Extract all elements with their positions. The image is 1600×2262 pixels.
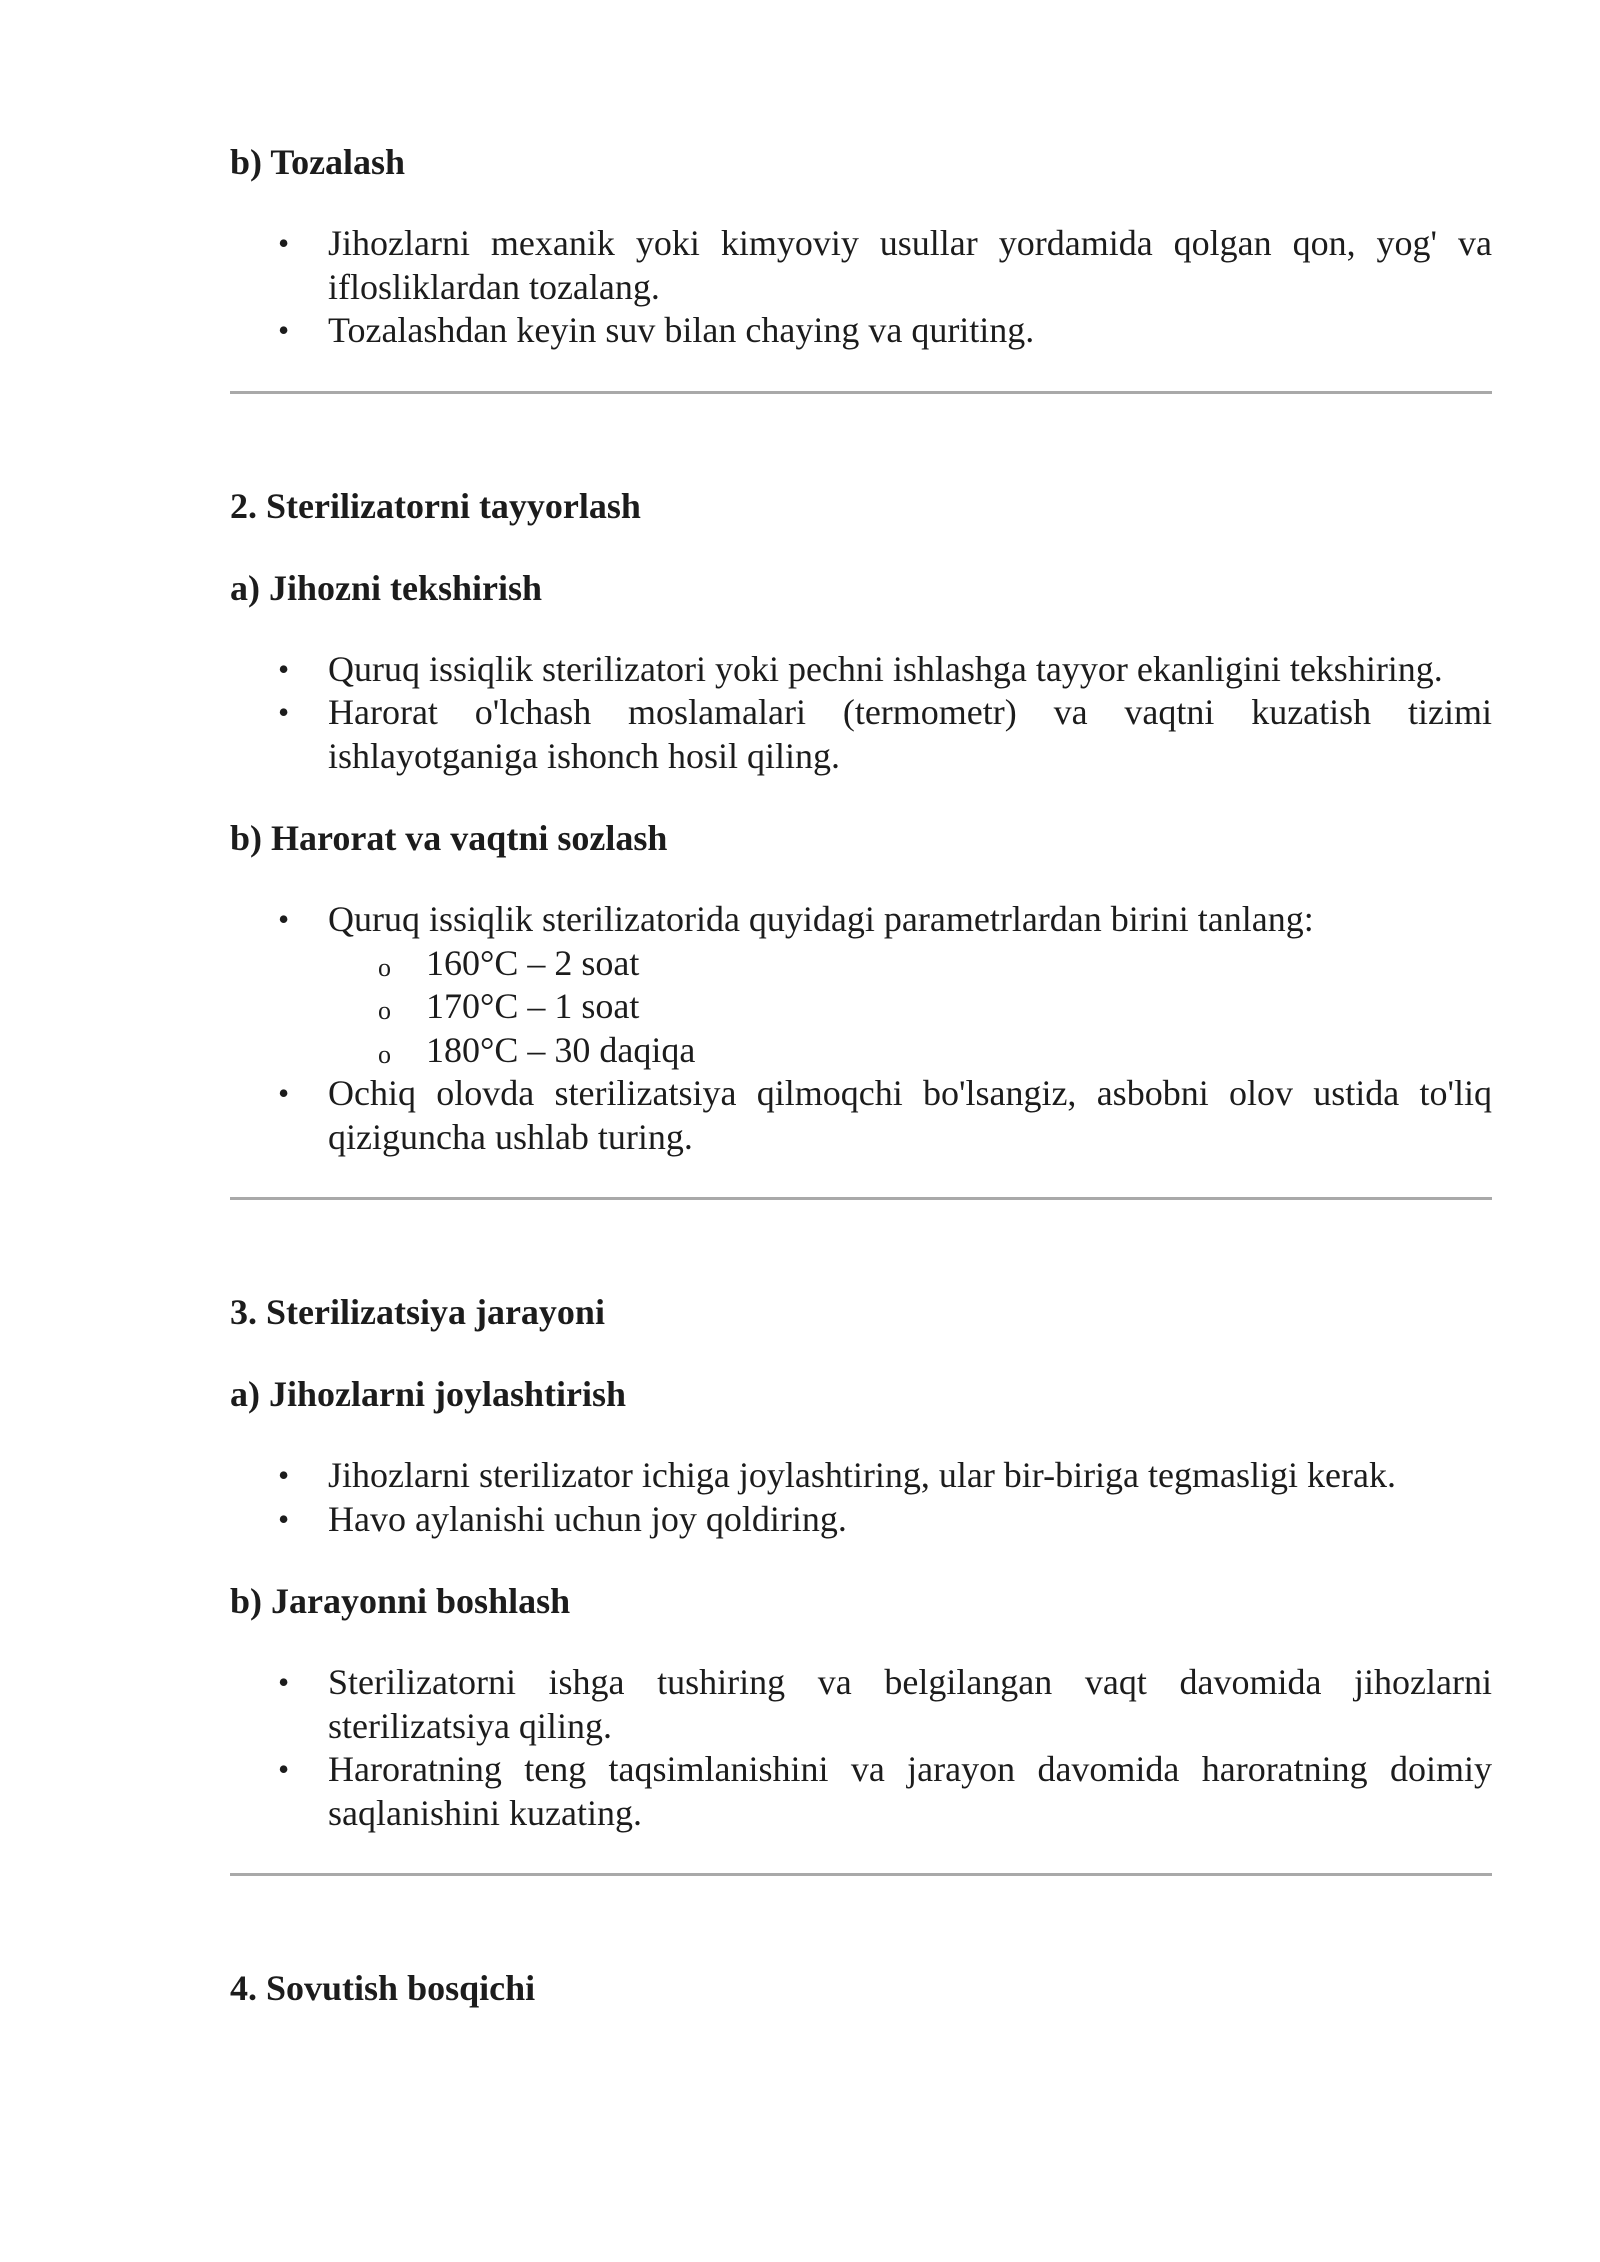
bullet-list-jihozni-tekshirish (230, 648, 1492, 779)
list-item-text: Quruq issiqlik sterilizatorida quyidagi parametrlardan birini tanlang: (328, 899, 1314, 939)
list-item: • Jihozlarni mexanik yoki kimyoviy usullar yordamida qolgan qon, yog' va iflosliklаrdan tozalang. (328, 222, 1492, 309)
subsection-heading-tozalash: b) Tozalash (230, 142, 406, 182)
section-title-3: 3. Sterilizatsiya jarayoni (230, 1292, 605, 1332)
list-item: • Sterilizatorni ishga tushiring va belgilangan vaqt davomida jihozlarni sterilizatsiya qiling. (328, 1661, 1492, 1748)
spacer (230, 394, 1492, 484)
list-item: • Quruq issiqlik sterilizatori yoki pechni ishlashga tayyor ekanligini tekshiring. (328, 648, 1492, 692)
sub-list-parameters (328, 942, 1492, 1073)
sub-list-item: o 180°C – 30 daqiqa (426, 1029, 1492, 1073)
subsection-heading-jarayonni-boshlash: b) Jarayonni boshlash (230, 1581, 571, 1621)
bullet-list-harorat-vaqt (230, 898, 1492, 1159)
section-title-2: 2. Sterilizatorni tayyorlash (230, 485, 641, 526)
list-item (328, 898, 1492, 1072)
subsection-heading-joylashtirish: a) Jihozlarni joylashtirish (230, 1374, 627, 1414)
list-item: • Harorat o'lchash moslamalari (termometr) va vaqtni kuzatish tizimi ishlayotganiga ishonch hosil qiling. (328, 691, 1492, 778)
list-item: • Ochiq olovda sterilizatsiya qilmoqchi bo'lsangiz, asbobni olov ustida to'liq qiziguncha ushlab turing. (328, 1072, 1492, 1159)
list-item: • Havo aylanishi uchun joy qoldiring. (328, 1498, 1492, 1542)
bullet-list-joylashtirish (230, 1454, 1492, 1541)
sub-list-item: o 160°C – 2 soat (426, 942, 1492, 986)
list-item: • Tozalashdan keyin suv bilan chaying va quriting. (328, 309, 1492, 353)
subsection-heading-harorat-vaqt: b) Harorat va vaqtni sozlash (230, 818, 668, 858)
spacer (230, 1876, 1492, 1966)
bullet-list-tozalash (230, 222, 1492, 353)
list-item: • Haroratning teng taqsimlanishini va jarayon davomida haroratning doimiy saqlanishini kuzating. (328, 1748, 1492, 1835)
bullet-list-jarayonni-boshlash (230, 1661, 1492, 1835)
document-page (230, 140, 1492, 2048)
sub-list-item: o 170°C – 1 soat (426, 985, 1492, 1029)
subsection-heading-jihozni-tekshirish: a) Jihozni tekshirish (230, 567, 543, 608)
section-title-4: 4. Sovutish bosqichi (230, 1968, 536, 2008)
list-item: • Jihozlarni sterilizator ichiga joylashtiring, ular bir-biriga tegmasligi kerak. (328, 1454, 1492, 1498)
spacer (230, 1200, 1492, 1290)
